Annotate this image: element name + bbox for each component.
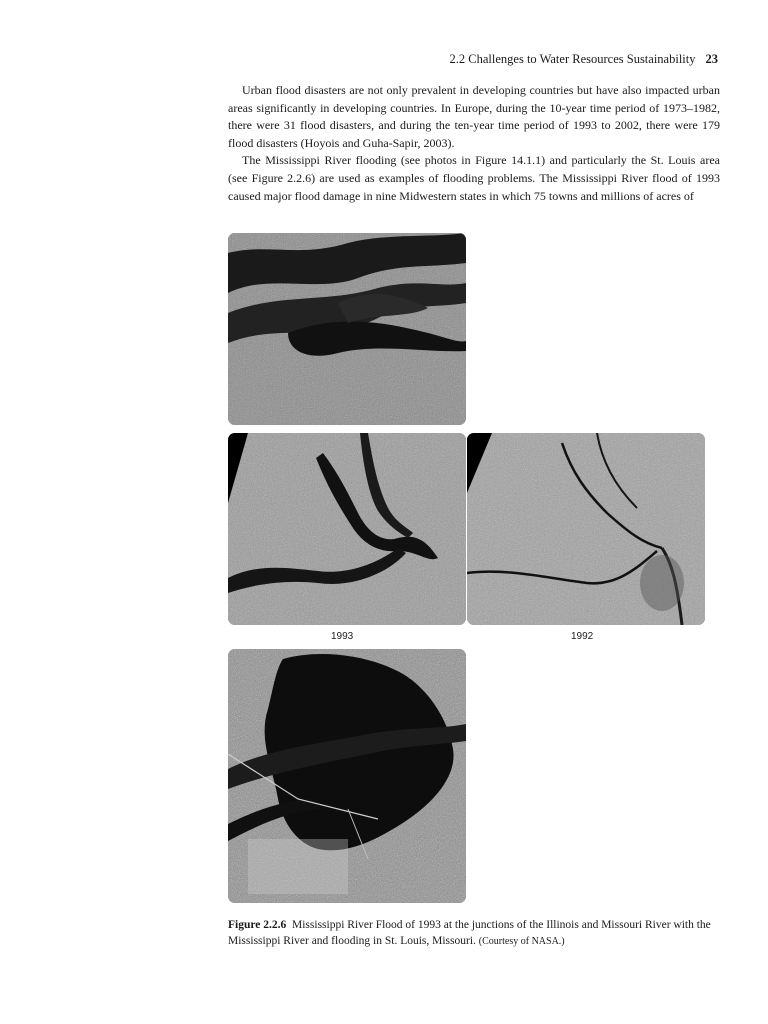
section-title: 2.2 Challenges to Water Resources Sustainability <box>449 52 696 66</box>
label-1992: 1992 <box>571 631 594 642</box>
figure-caption <box>228 917 720 950</box>
running-header <box>228 52 718 67</box>
satellite-photo-top <box>228 233 466 425</box>
caption-credit: (Courtesy of NASA.) <box>478 936 565 947</box>
satellite-photo-1992 <box>467 433 705 625</box>
body-text <box>228 82 720 205</box>
caption-label: Figure 2.2.6 <box>228 919 287 931</box>
page-number: 23 <box>705 52 718 66</box>
paragraph: The Mississippi River flooding (see photos in Figure 14.1.1) and particularly the St. Louis area (see Figure 2.2.6) are used as examples of flooding problems. The Mississippi River flood of 1993 caused major flood damage in nine Midwestern states in which 75 towns and millions of acres of <box>228 153 720 203</box>
caption-text: Mississippi River Flood of 1993 at the junctions of the Illinois and Missouri River with the Mississippi River and flooding in St. Louis, Missouri. <box>228 919 711 947</box>
paragraph: Urban flood disasters are not only prevalent in developing countries but have also impacted urban areas significantly in developing countries. In Europe, during the 10-year time period of 1973–1982, there were 31 flood disasters, and during the ten-year time period of 1993 to 2002, there were 179 flood disasters (Hoyois and Guha-Sapir, 2003). <box>228 83 720 150</box>
satellite-photo-1993 <box>228 433 466 625</box>
satellite-photo-bottom <box>228 649 466 903</box>
label-1993: 1993 <box>331 631 354 642</box>
